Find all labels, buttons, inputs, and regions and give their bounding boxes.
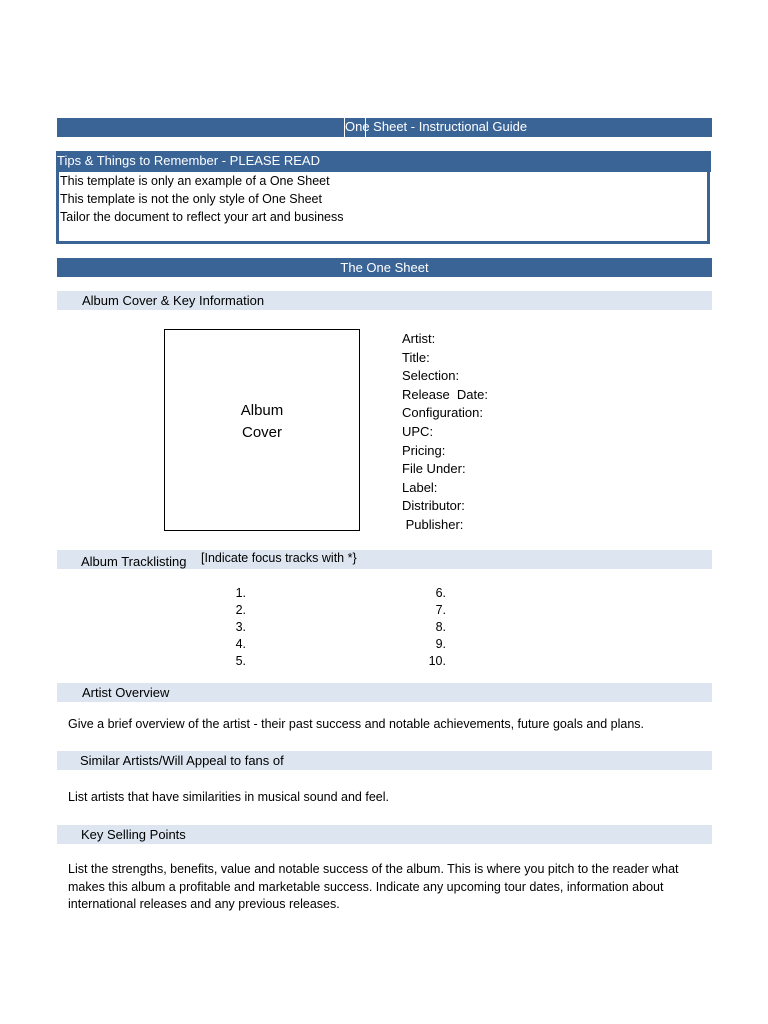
album-cover-placeholder <box>164 329 360 531</box>
tracklisting-note: [Indicate focus tracks with *} <box>201 551 357 565</box>
track-number: 10. <box>428 654 446 668</box>
page-title: One Sheet - Instructional Guide <box>345 119 528 134</box>
tip-line: Tailor the document to reflect your art and business <box>60 210 344 224</box>
tip-line: This template is not the only style of One Sheet <box>60 192 322 206</box>
tips-header <box>56 151 711 172</box>
artist-overview-text: Give a brief overview of the artist - their past success and notable achievements, future goals and plans. <box>68 717 645 731</box>
track-number: 3. <box>235 620 246 634</box>
info-field: Configuration: <box>402 405 483 421</box>
selling-points-band <box>57 825 712 844</box>
tips-heading: Tips & Things to Remember - PLEASE READ <box>57 153 320 168</box>
track-list-right <box>418 585 446 670</box>
info-field: Label: <box>402 479 438 495</box>
artist-overview-band <box>57 683 712 702</box>
info-field: Release Date: <box>402 386 488 402</box>
track-number: 5. <box>235 654 246 668</box>
section-title: The One Sheet <box>340 260 429 275</box>
tip-line: This template is only an example of a One Sheet <box>60 174 330 188</box>
selling-points-line: makes this album a profitable and marketable success. Indicate any upcoming tour dates, information about <box>68 879 664 894</box>
album-section-label: Album Cover & Key Information <box>82 293 265 308</box>
title-bar <box>57 118 712 137</box>
album-cover-text: Cover <box>241 424 282 441</box>
info-field: Selection: <box>402 368 460 384</box>
album-section-band <box>57 291 712 310</box>
info-field: Distributor: <box>402 498 465 514</box>
info-field: File Under: <box>402 461 466 477</box>
info-field: Pricing: <box>402 442 446 458</box>
track-number: 8. <box>435 620 446 634</box>
selling-points-label: Key Selling Points <box>81 827 186 842</box>
section-header <box>57 258 712 277</box>
artist-overview-label: Artist Overview <box>82 685 170 700</box>
key-info-list <box>402 330 488 535</box>
info-field: Artist: <box>402 331 436 346</box>
album-cover-text: Album <box>240 402 284 419</box>
selling-points-text <box>68 861 679 914</box>
selling-points-line: international releases and any previous releases. <box>68 897 340 911</box>
info-field: Publisher: <box>402 516 464 532</box>
similar-artists-label: Similar Artists/Will Appeal to fans of <box>80 753 284 768</box>
tracklisting-band <box>57 550 712 569</box>
track-number: 2. <box>235 603 246 617</box>
similar-artists-text: List artists that have similarities in musical sound and feel. <box>68 790 389 804</box>
track-number: 4. <box>235 637 246 651</box>
info-field: UPC: <box>402 423 434 439</box>
track-list-left <box>226 585 246 670</box>
info-field: Title: <box>402 349 430 365</box>
selling-points-line: List the strengths, benefits, value and notable success of the album. This is where you pitch to the reader what <box>68 862 679 876</box>
track-number: 9. <box>435 637 446 651</box>
track-number: 6. <box>435 586 446 600</box>
track-number: 1. <box>235 586 246 600</box>
track-number: 7. <box>435 603 446 617</box>
tracklisting-label: Album Tracklisting <box>81 554 187 569</box>
similar-artists-band <box>57 751 712 770</box>
